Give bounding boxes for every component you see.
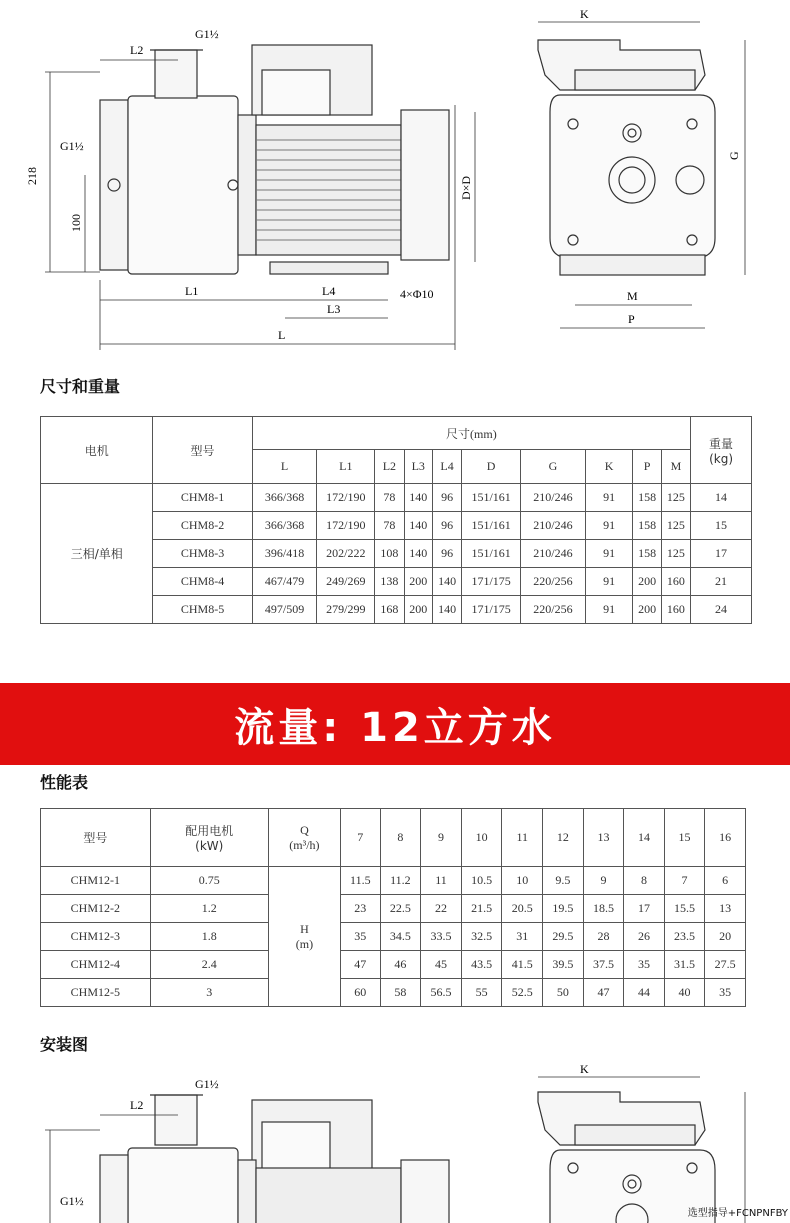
- head-value-cell: 22.5: [380, 895, 421, 923]
- perf-kw-cell: 2.4: [150, 951, 268, 979]
- flow-banner-text: 流量: 12立方水: [234, 704, 556, 751]
- value-cell: 140: [432, 568, 461, 596]
- header-model: 型号: [153, 417, 252, 484]
- perf-model-cell: CHM12-2: [41, 895, 151, 923]
- installation-drawing: [0, 1060, 790, 1223]
- q-value-cell: 16: [705, 809, 746, 867]
- model-cell: CHM8-3: [153, 540, 252, 568]
- dim-label-k: K: [580, 7, 589, 21]
- head-value-cell: 37.5: [583, 951, 624, 979]
- head-value-cell: 55: [461, 979, 502, 1007]
- head-value-cell: 7: [664, 867, 705, 895]
- q-value-cell: 15: [664, 809, 705, 867]
- weight-cell: 24: [691, 596, 752, 624]
- dim-label-218: 218: [25, 167, 39, 185]
- head-value-cell: 26: [624, 923, 664, 951]
- q-value-cell: 12: [543, 809, 584, 867]
- perf-h-label-text: H: [300, 921, 309, 936]
- value-cell: 467/479: [252, 568, 317, 596]
- install-label-g1-side: G1½: [60, 1194, 84, 1208]
- head-value-cell: 10: [502, 867, 543, 895]
- perf-header-q-label: Q: [300, 822, 309, 837]
- value-cell: 171/175: [462, 568, 521, 596]
- value-cell: 202/222: [317, 540, 375, 568]
- value-cell: 220/256: [521, 596, 586, 624]
- perf-header-motor-label: 配用电机: [185, 824, 234, 838]
- perf-kw-cell: 0.75: [150, 867, 268, 895]
- model-cell: CHM8-4: [153, 568, 252, 596]
- head-value-cell: 28: [583, 923, 624, 951]
- head-value-cell: 46: [380, 951, 421, 979]
- q-value-cell: 13: [583, 809, 624, 867]
- perf-kw-cell: 1.8: [150, 923, 268, 951]
- value-cell: 210/246: [521, 484, 586, 512]
- value-cell: 125: [661, 484, 690, 512]
- installation-section-title: 安装图: [40, 1035, 89, 1054]
- value-cell: 91: [585, 512, 633, 540]
- dim-label-g: G: [727, 151, 741, 160]
- col-header: K: [585, 450, 633, 484]
- perf-h-label-unit: (m): [295, 936, 314, 951]
- head-value-cell: 21.5: [461, 895, 502, 923]
- weight-cell: 21: [691, 568, 752, 596]
- header-weight: [691, 417, 752, 484]
- install-label-g1-top: G1½: [195, 1077, 219, 1091]
- value-cell: 91: [585, 484, 633, 512]
- value-cell: 158: [633, 484, 661, 512]
- performance-table: [40, 808, 746, 1007]
- head-value-cell: 9.5: [543, 867, 584, 895]
- value-cell: 91: [585, 568, 633, 596]
- head-value-cell: 18.5: [583, 895, 624, 923]
- head-value-cell: 22: [421, 895, 462, 923]
- head-value-cell: 47: [340, 951, 380, 979]
- value-cell: 140: [404, 540, 432, 568]
- table-row: [41, 895, 746, 923]
- value-cell: 78: [375, 484, 404, 512]
- col-header: L2: [375, 450, 404, 484]
- weight-cell: 14: [691, 484, 752, 512]
- head-value-cell: 35: [624, 951, 664, 979]
- head-value-cell: 23: [340, 895, 380, 923]
- pump-dimension-drawing: [0, 0, 790, 360]
- head-value-cell: 20.5: [502, 895, 543, 923]
- value-cell: 279/299: [317, 596, 375, 624]
- value-cell: 366/368: [252, 512, 317, 540]
- perf-header-model: 型号: [41, 809, 151, 867]
- dimensions-section-title: 尺寸和重量: [40, 377, 121, 396]
- head-value-cell: 31: [502, 923, 543, 951]
- value-cell: 200: [633, 568, 661, 596]
- perf-header-q-unit: (m³/h): [289, 837, 320, 852]
- head-value-cell: 27.5: [705, 951, 746, 979]
- q-value-cell: 7: [340, 809, 380, 867]
- value-cell: 96: [432, 540, 461, 568]
- install-label-k: K: [580, 1062, 589, 1076]
- table-row: [41, 923, 746, 951]
- perf-header-motor-unit: (kW): [195, 839, 224, 853]
- dim-label-100: 100: [69, 214, 83, 232]
- model-cell: CHM8-1: [153, 484, 252, 512]
- dim-label-l2: L2: [130, 43, 144, 57]
- value-cell: 140: [404, 484, 432, 512]
- value-cell: 249/269: [317, 568, 375, 596]
- dim-label-l3: L3: [327, 302, 341, 316]
- head-value-cell: 34.5: [380, 923, 421, 951]
- col-header: L: [252, 450, 317, 484]
- value-cell: 138: [375, 568, 404, 596]
- header-motor: 电机: [41, 417, 153, 484]
- head-value-cell: 10.5: [461, 867, 502, 895]
- dim-label-l1: L1: [185, 284, 199, 298]
- value-cell: 200: [633, 596, 661, 624]
- value-cell: 210/246: [521, 512, 586, 540]
- table-row: [41, 484, 752, 512]
- value-cell: 172/190: [317, 512, 375, 540]
- model-cell: CHM8-5: [153, 596, 252, 624]
- value-cell: 200: [404, 568, 432, 596]
- dim-label-g1-top: G1½: [195, 27, 219, 41]
- dim-label-m: M: [627, 289, 638, 303]
- weight-cell: 15: [691, 512, 752, 540]
- col-header: L1: [317, 450, 375, 484]
- q-value-cell: 9: [421, 809, 462, 867]
- head-value-cell: 9: [583, 867, 624, 895]
- col-header: D: [462, 450, 521, 484]
- head-value-cell: 47: [583, 979, 624, 1007]
- value-cell: 125: [661, 512, 690, 540]
- head-value-cell: 43.5: [461, 951, 502, 979]
- value-cell: 96: [432, 484, 461, 512]
- value-cell: 151/161: [462, 484, 521, 512]
- head-value-cell: 11: [421, 867, 462, 895]
- perf-header-motor: [150, 809, 268, 867]
- perf-header-q: [268, 809, 340, 867]
- performance-section-title: 性能表: [40, 773, 89, 792]
- perf-model-cell: CHM12-5: [41, 979, 151, 1007]
- head-value-cell: 39.5: [543, 951, 584, 979]
- perf-kw-cell: 1.2: [150, 895, 268, 923]
- value-cell: 96: [432, 512, 461, 540]
- value-cell: 91: [585, 596, 633, 624]
- col-header: L4: [432, 450, 461, 484]
- head-value-cell: 8: [624, 867, 664, 895]
- head-value-cell: 13: [705, 895, 746, 923]
- install-label-l2: L2: [130, 1098, 144, 1112]
- q-value-cell: 14: [624, 809, 664, 867]
- head-value-cell: 58: [380, 979, 421, 1007]
- head-value-cell: 11.2: [380, 867, 421, 895]
- head-value-cell: 44: [624, 979, 664, 1007]
- value-cell: 160: [661, 568, 690, 596]
- dimensions-table: [40, 416, 752, 624]
- dim-label-g1-side: G1½: [60, 139, 84, 153]
- head-value-cell: 45: [421, 951, 462, 979]
- value-cell: 497/509: [252, 596, 317, 624]
- flow-banner: [0, 683, 790, 765]
- weight-cell: 17: [691, 540, 752, 568]
- header-weight-label: 重量: [709, 436, 734, 451]
- head-value-cell: 17: [624, 895, 664, 923]
- table-row: [41, 951, 746, 979]
- perf-h-label: [268, 867, 340, 1007]
- value-cell: 366/368: [252, 484, 317, 512]
- col-header: M: [661, 450, 690, 484]
- q-value-cell: 11: [502, 809, 543, 867]
- dim-label-holes: 4×Φ10: [400, 287, 434, 301]
- dim-label-p: P: [628, 312, 635, 326]
- value-cell: 125: [661, 540, 690, 568]
- table-row: [41, 979, 746, 1007]
- value-cell: 108: [375, 540, 404, 568]
- head-value-cell: 33.5: [421, 923, 462, 951]
- head-value-cell: 23.5: [664, 923, 705, 951]
- value-cell: 158: [633, 540, 661, 568]
- motor-type-cell: 三相/单相: [41, 484, 153, 624]
- table-row: [41, 867, 746, 895]
- value-cell: 171/175: [462, 596, 521, 624]
- col-header: G: [521, 450, 586, 484]
- head-value-cell: 56.5: [421, 979, 462, 1007]
- perf-model-cell: CHM12-3: [41, 923, 151, 951]
- head-value-cell: 32.5: [461, 923, 502, 951]
- dim-label-dxd: D×D: [459, 175, 473, 200]
- value-cell: 140: [404, 512, 432, 540]
- dim-label-l4: L4: [322, 284, 336, 298]
- perf-model-cell: CHM12-4: [41, 951, 151, 979]
- head-value-cell: 6: [705, 867, 746, 895]
- head-value-cell: 11.5: [340, 867, 380, 895]
- head-value-cell: 50: [543, 979, 584, 1007]
- head-value-cell: 31.5: [664, 951, 705, 979]
- head-value-cell: 60: [340, 979, 380, 1007]
- perf-model-cell: CHM12-1: [41, 867, 151, 895]
- value-cell: 220/256: [521, 568, 586, 596]
- col-header: P: [633, 450, 661, 484]
- col-header: L3: [404, 450, 432, 484]
- q-value-cell: 8: [380, 809, 421, 867]
- value-cell: 78: [375, 512, 404, 540]
- value-cell: 151/161: [462, 540, 521, 568]
- head-value-cell: 52.5: [502, 979, 543, 1007]
- q-value-cell: 10: [461, 809, 502, 867]
- value-cell: 158: [633, 512, 661, 540]
- head-value-cell: 15.5: [664, 895, 705, 923]
- header-weight-unit: (kg): [709, 451, 734, 466]
- head-value-cell: 20: [705, 923, 746, 951]
- head-value-cell: 35: [705, 979, 746, 1007]
- value-cell: 200: [404, 596, 432, 624]
- value-cell: 151/161: [462, 512, 521, 540]
- perf-kw-cell: 3: [150, 979, 268, 1007]
- footnote-text: 选型指导+FCNPNFBY: [687, 1208, 788, 1219]
- value-cell: 160: [661, 596, 690, 624]
- head-value-cell: 41.5: [502, 951, 543, 979]
- head-value-cell: 35: [340, 923, 380, 951]
- value-cell: 140: [432, 596, 461, 624]
- header-dimensions: 尺寸(mm): [252, 417, 690, 450]
- head-value-cell: 40: [664, 979, 705, 1007]
- value-cell: 172/190: [317, 484, 375, 512]
- value-cell: 210/246: [521, 540, 586, 568]
- dim-label-l: L: [278, 328, 286, 342]
- value-cell: 396/418: [252, 540, 317, 568]
- model-cell: CHM8-2: [153, 512, 252, 540]
- value-cell: 91: [585, 540, 633, 568]
- value-cell: 168: [375, 596, 404, 624]
- head-value-cell: 29.5: [543, 923, 584, 951]
- head-value-cell: 19.5: [543, 895, 584, 923]
